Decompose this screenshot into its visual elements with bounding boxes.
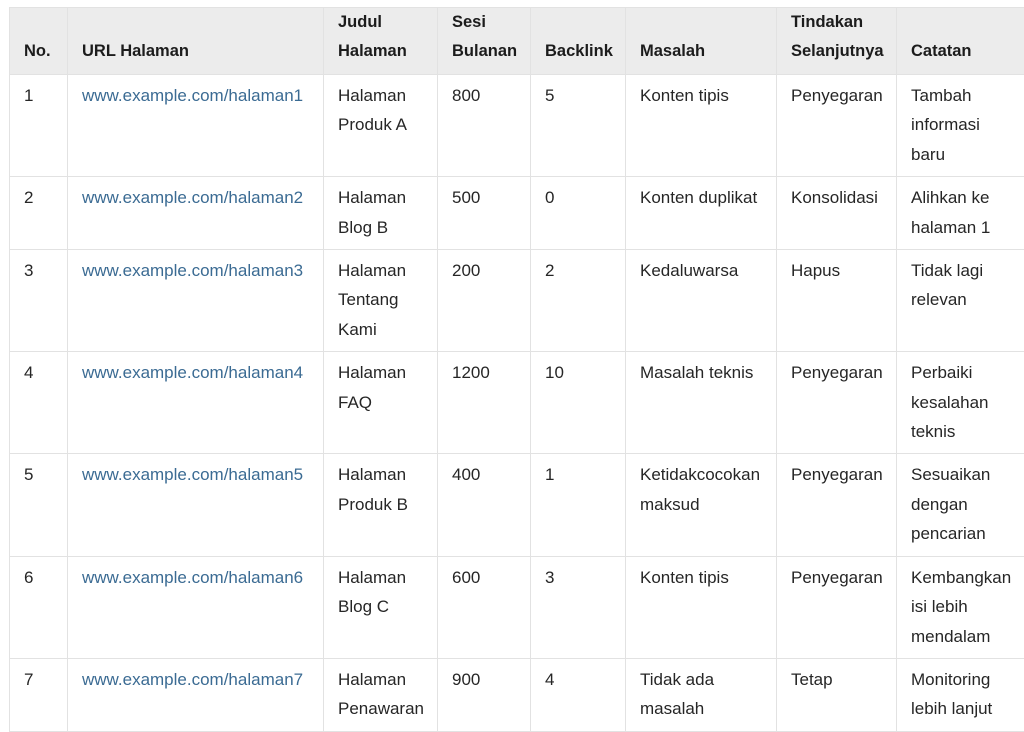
cell-backlink: 2 [531,250,626,352]
cell-masalah: Ketidakcocokan maksud [626,454,777,556]
cell-backlink: 0 [531,177,626,250]
cell-catatan: Kembangkan isi lebih mendalam [897,556,1024,658]
cell-masalah: Kedaluwarsa [626,250,777,352]
table-row [10,352,1024,454]
cell-no: 2 [10,177,68,250]
cell-url-link[interactable]: www.example.com/halaman1 [68,75,324,177]
cell-backlink: 1 [531,454,626,556]
header-judul: Judul Halaman [324,8,438,75]
cell-masalah: Konten tipis [626,75,777,177]
cell-masalah: Konten duplikat [626,177,777,250]
cell-sesi: 400 [438,454,531,556]
cell-backlink: 5 [531,75,626,177]
header-url: URL Halaman [68,8,324,75]
cell-catatan: Monitoring lebih lanjut [897,658,1024,731]
cell-url-link[interactable]: www.example.com/halaman3 [68,250,324,352]
header-sesi: Sesi Bulanan [438,8,531,75]
cell-sesi: 500 [438,177,531,250]
content-audit-table [9,7,1024,732]
content-audit-table-wrapper [9,7,1024,732]
cell-judul: Halaman FAQ [324,352,438,454]
cell-no: 4 [10,352,68,454]
table-row [10,454,1024,556]
cell-sesi: 1200 [438,352,531,454]
cell-judul: Halaman Produk A [324,75,438,177]
cell-catatan: Sesuaikan dengan pencarian [897,454,1024,556]
cell-catatan: Tidak lagi relevan [897,250,1024,352]
table-row [10,75,1024,177]
cell-url-link[interactable]: www.example.com/halaman7 [68,658,324,731]
cell-backlink: 4 [531,658,626,731]
cell-judul: Halaman Penawaran [324,658,438,731]
cell-no: 6 [10,556,68,658]
cell-catatan: Alihkan ke halaman 1 [897,177,1024,250]
cell-sesi: 900 [438,658,531,731]
cell-tindakan: Tetap [777,658,897,731]
table-row [10,556,1024,658]
cell-masalah: Masalah teknis [626,352,777,454]
cell-tindakan: Penyegaran [777,454,897,556]
cell-catatan: Tambah informasi baru [897,75,1024,177]
cell-tindakan: Penyegaran [777,75,897,177]
cell-tindakan: Hapus [777,250,897,352]
cell-url-link[interactable]: www.example.com/halaman2 [68,177,324,250]
table-row [10,658,1024,731]
cell-tindakan: Penyegaran [777,556,897,658]
cell-backlink: 3 [531,556,626,658]
header-masalah: Masalah [626,8,777,75]
cell-judul: Halaman Blog B [324,177,438,250]
cell-judul: Halaman Produk B [324,454,438,556]
cell-sesi: 600 [438,556,531,658]
cell-url-link[interactable]: www.example.com/halaman4 [68,352,324,454]
cell-masalah: Tidak ada masalah [626,658,777,731]
cell-tindakan: Penyegaran [777,352,897,454]
table-row [10,250,1024,352]
cell-masalah: Konten tipis [626,556,777,658]
cell-no: 3 [10,250,68,352]
cell-judul: Halaman Tentang Kami [324,250,438,352]
header-backlink: Backlink [531,8,626,75]
cell-no: 1 [10,75,68,177]
table-header-row [10,8,1024,75]
cell-backlink: 10 [531,352,626,454]
header-catatan: Catatan [897,8,1024,75]
cell-tindakan: Konsolidasi [777,177,897,250]
cell-sesi: 800 [438,75,531,177]
cell-url-link[interactable]: www.example.com/halaman5 [68,454,324,556]
cell-catatan: Perbaiki kesalahan teknis [897,352,1024,454]
cell-sesi: 200 [438,250,531,352]
cell-no: 7 [10,658,68,731]
cell-url-link[interactable]: www.example.com/halaman6 [68,556,324,658]
table-body [10,75,1024,732]
header-tindakan: Tindakan Selanjutnya [777,8,897,75]
table-row [10,177,1024,250]
cell-no: 5 [10,454,68,556]
header-no: No. [10,8,68,75]
cell-judul: Halaman Blog C [324,556,438,658]
